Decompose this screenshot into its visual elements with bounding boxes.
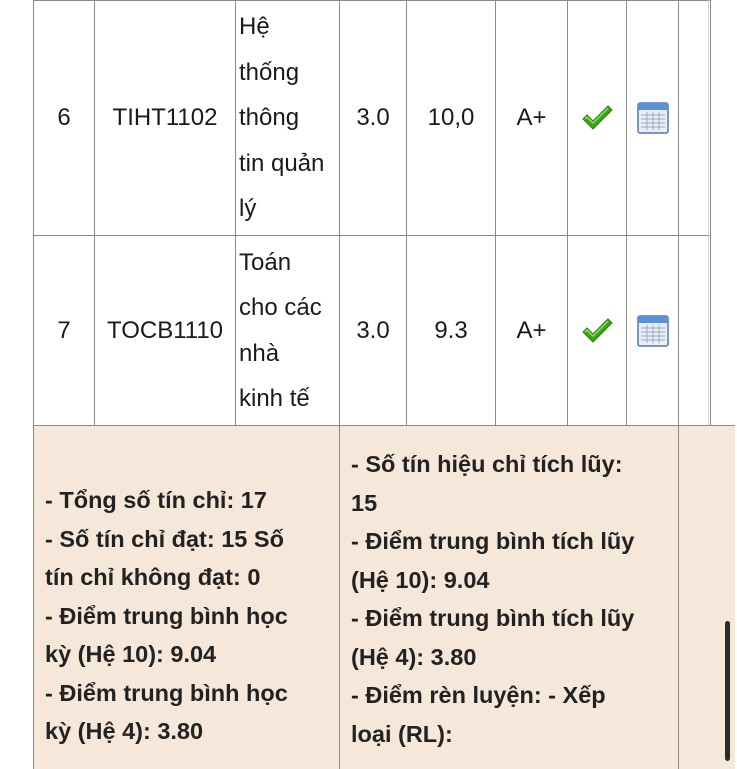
row-course-code: TIHT1102 bbox=[95, 1, 236, 236]
passed-credits-text: - Số tín chỉ đạt: 15 Số tín chỉ không đạt: 0 bbox=[45, 525, 284, 590]
summary-border-left bbox=[33, 426, 34, 769]
semester-summary bbox=[33, 425, 735, 769]
row-credits: 3.0 bbox=[340, 1, 407, 236]
calendar-table-icon[interactable] bbox=[627, 1, 679, 236]
table-row bbox=[34, 1, 711, 236]
summary-right-column bbox=[351, 445, 676, 753]
row-stt: 6 bbox=[34, 1, 95, 236]
row-course-name: Toán cho các nhà kinh tế bbox=[236, 236, 340, 426]
summary-divider-right bbox=[678, 426, 679, 769]
row-credits: 3.0 bbox=[340, 236, 407, 426]
accumulated-credits-text: - Số tín hiệu chỉ tích lũy: 15 bbox=[351, 451, 623, 516]
cumulative-gpa-4-text: - Điểm trung bình tích lũy (Hệ 4): 3.80 bbox=[351, 605, 635, 670]
semester-gpa-10-text: - Điểm trung bình học kỳ (Hệ 10): 9.04 bbox=[45, 602, 288, 667]
row-score-10: 9.3 bbox=[407, 236, 496, 426]
row-extra-cell bbox=[679, 236, 711, 426]
summary-divider bbox=[339, 426, 340, 769]
conduct-score-text: - Điểm rèn luyện: - Xếp loại (RL): bbox=[351, 682, 606, 747]
row-letter-grade: A+ bbox=[496, 1, 568, 236]
check-icon bbox=[568, 236, 627, 426]
row-score-10: 10,0 bbox=[407, 1, 496, 236]
row-extra-cell bbox=[679, 1, 711, 236]
check-icon bbox=[568, 1, 627, 236]
row-course-code: TOCB1110 bbox=[95, 236, 236, 426]
cumulative-gpa-10-text: - Điểm trung bình tích lũy (Hệ 10): 9.04 bbox=[351, 528, 635, 593]
row-stt: 7 bbox=[34, 236, 95, 426]
semester-gpa-4-text: - Điểm trung bình học kỳ (Hệ 4): 3.80 bbox=[45, 679, 288, 744]
row-letter-grade: A+ bbox=[496, 236, 568, 426]
table-right-edge bbox=[708, 0, 709, 425]
grades-table bbox=[33, 0, 711, 426]
table-row bbox=[34, 236, 711, 426]
calendar-table-icon[interactable] bbox=[627, 236, 679, 426]
row-course-name: Hệ thống thông tin quản lý bbox=[236, 1, 340, 236]
total-credits-text: - Tổng số tín chỉ: 17 bbox=[45, 487, 267, 513]
vertical-scrollbar[interactable] bbox=[725, 621, 730, 761]
summary-left-column bbox=[45, 481, 335, 751]
